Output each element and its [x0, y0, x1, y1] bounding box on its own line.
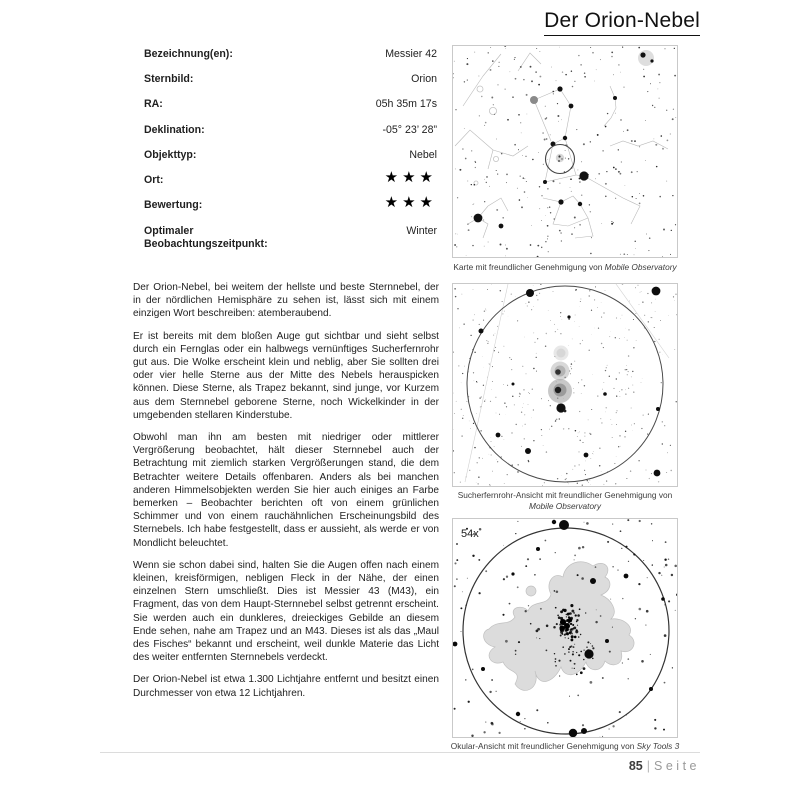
page-footer — [629, 759, 700, 773]
table-row — [144, 225, 437, 251]
table-row — [144, 48, 437, 61]
object-info-table — [144, 48, 437, 263]
footer-separator: | — [646, 759, 650, 773]
page-title: Der Orion-Nebel — [544, 9, 700, 36]
finder-view-image — [453, 284, 677, 486]
row-label: RA: — [144, 98, 163, 111]
eyepiece-view-image — [453, 519, 677, 737]
row-value: Orion — [411, 73, 437, 86]
paragraph: Der Orion-Nebel, bei weitem der hellste und beste Sternnebel, der in der nördlichen Hemisphäre zu sehen ist, lässt sich mit einem einzigen Wort beschreiben: atemberaubend. — [133, 282, 439, 320]
footer-label: Seite — [654, 759, 700, 773]
figure-caption — [451, 741, 679, 752]
caption-text: Sucherfernrohr-Ansicht mit freundlicher Genehmigung von — [457, 490, 673, 500]
row-label: Optimaler Beobachtungszeitpunkt: — [144, 224, 268, 250]
star-map-figure — [452, 45, 678, 258]
row-value: 05h 35m 17s — [375, 98, 437, 111]
constellation-lines — [455, 53, 668, 238]
rating-stars: ★★★ — [384, 169, 437, 187]
paragraph: Obwohl man ihn am besten mit niedriger oder mittlerer Vergrößerung beobachtet, hält dieser Sternnebel auch der Betrachtung mit ziemlich starken Vergrößerungen stand, die dem Betrachter weitere Details offenbaren. Anders als bei manchen anderen Himmelsobjekten werden Sie hier auch einiges an Farbe bemerken – Beobachter berichten oft von einem grünlichen Schimmer und von einem rauchähnlichen Erscheinungsbild des Sternebels. Ich habe festgestellt, dass er aussieht, als werde er von Mondlicht beleuchtet. — [133, 432, 439, 549]
row-value: Messier 42 — [385, 48, 437, 60]
paragraph: Wenn sie schon dabei sind, halten Sie die Augen offen nach einem kleinen, kreisförmigen, nebligen Fleck in der Nähe, der einen einzelnen Stern umschließt. Dies ist Messier 43 (M43), ein Fragment, das von dem Haupt-Sternnebel selbst getrennt erscheint. Sie werden auch ein dunkleres, dreieckiges Gebilde an diesem Ende sehen, nahe am Trapez und an M43. Dieses ist als das „Maul des Fisches“ bekannt und erscheint, weil dunkle Materie das Licht des weiter entfernten Sternnebels verdeckt. — [133, 559, 439, 664]
row-label: Deklination: — [144, 123, 205, 136]
rating-stars: ★★★ — [384, 194, 437, 212]
table-row — [144, 149, 437, 162]
footer-divider — [100, 752, 700, 753]
nebula-blobs — [548, 346, 572, 413]
paragraph: Er ist bereits mit dem bloßen Auge gut sichtbar und sieht selbst durch ein Fernglas oder ein halbwegs vernünftiges Sucherfernrohr gut aus. Die Wolke erscheint klein und neblig, aber Sie sollten drei oder vier helle Sterne aus der Mitte des Nebels herauspicken können. Diese Sterne, als Trapez bekannt, sind junge, vor Kurzem aus dem Sternnebel geborene Sterne, noch Wickelkinder in der umgebenden stellaren Kinderstube. — [133, 330, 439, 421]
row-label: Objekttyp: — [144, 148, 197, 161]
table-row — [144, 169, 437, 187]
table-row — [144, 194, 437, 212]
row-value: Nebel — [409, 148, 437, 161]
row-value: -05° 23’ 28” — [382, 123, 437, 136]
row-label: Bezeichnung(en): — [144, 48, 233, 60]
page-number: 85 — [628, 759, 643, 773]
magnification-label: 54x — [461, 528, 479, 540]
table-row — [144, 73, 437, 86]
star-map-image — [453, 46, 677, 257]
bright-stars — [474, 50, 654, 228]
figure-caption — [452, 490, 678, 511]
caption-credit: Mobile Observatory — [604, 262, 677, 272]
article-body — [133, 281, 439, 709]
faint-deepsky-circles — [474, 86, 499, 185]
finder-view-figure — [452, 283, 678, 487]
caption-credit: Sky Tools 3 — [636, 741, 680, 751]
caption-text: Karte mit freundlicher Genehmigung von — [453, 262, 605, 272]
table-row — [144, 98, 437, 111]
row-value: Winter — [406, 224, 437, 237]
row-label: Bewertung: — [144, 199, 203, 212]
caption-text: Okular-Ansicht mit freundlicher Genehmigung von — [450, 741, 637, 751]
table-row — [144, 124, 437, 137]
caption-credit: Mobile Observatory — [529, 500, 601, 511]
figure-caption — [453, 262, 676, 273]
paragraph: Der Orion-Nebel ist etwa 1.300 Lichtjahre entfernt und besitzt einen Durchmesser von etwa 12 Lichtjahren. — [133, 674, 439, 699]
bright-stars — [479, 287, 661, 477]
row-label: Ort: — [144, 174, 164, 187]
nebula-shape — [484, 562, 634, 691]
row-label: Sternbild: — [144, 73, 194, 86]
eyepiece-view-figure — [452, 518, 678, 738]
